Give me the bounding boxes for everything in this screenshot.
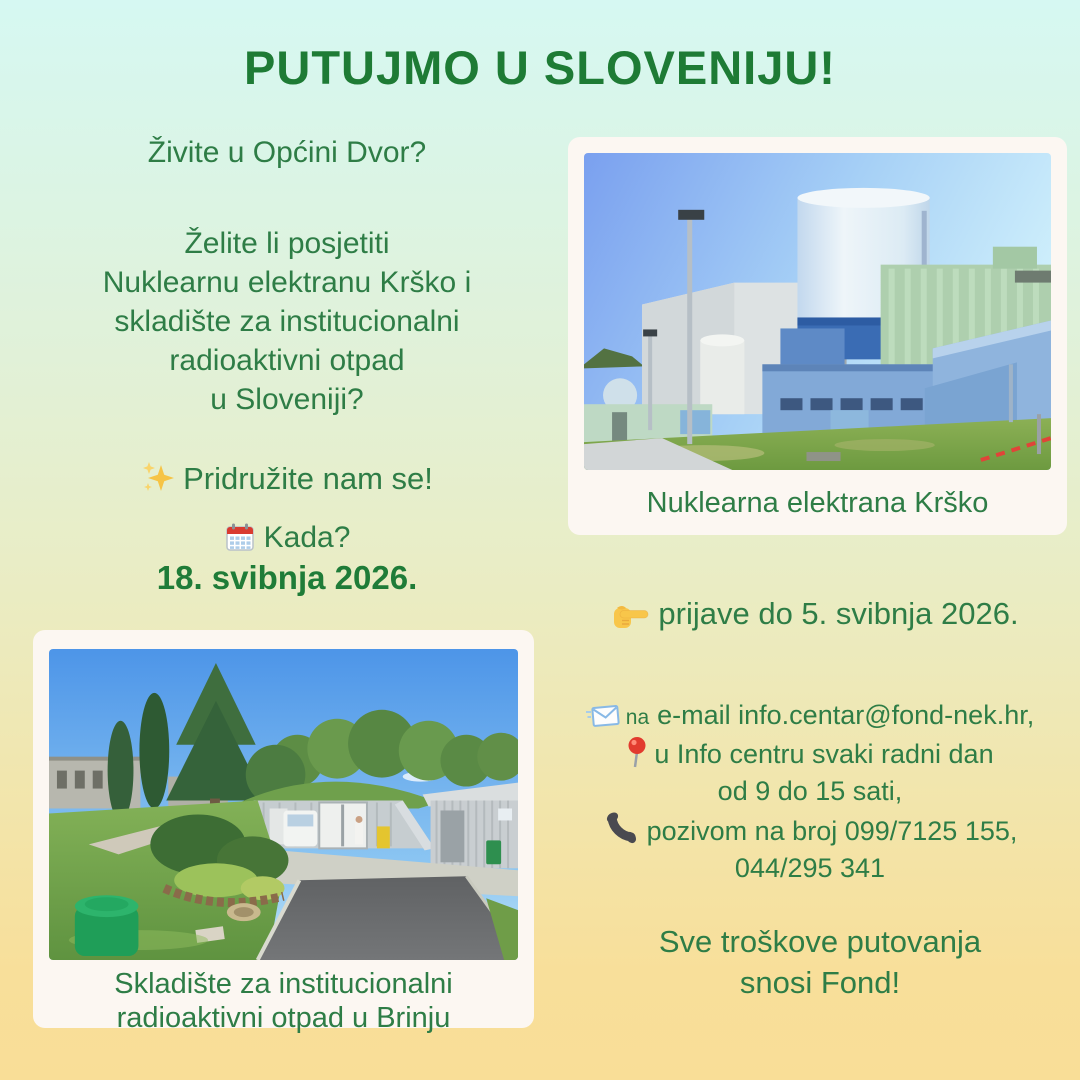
round-pushpin-icon (626, 736, 648, 768)
text-line: Skladište za institucionalni (114, 968, 453, 1000)
nek-photo-illustration (584, 153, 1051, 470)
text-line: radioaktivni otpad (169, 344, 405, 377)
incoming-envelope-icon (586, 703, 620, 729)
question-visit (28, 224, 546, 419)
contact-location-text: u Info centru svaki radni dan (654, 739, 994, 769)
photo-card-nek (568, 137, 1067, 535)
intro-text-block (28, 136, 546, 597)
text-line: radioaktivni otpad u Brinju (116, 1002, 451, 1034)
deadline-text: prijave do 5. svibnja 2026. (658, 596, 1019, 631)
calendar-icon (224, 521, 256, 553)
nek-caption: Nuklearna elektrana Krško (646, 487, 989, 519)
text-line: Želite li posjetiti (184, 227, 390, 260)
pointing-right-icon (612, 602, 650, 630)
text-line: Sve troškove putovanja (658, 924, 982, 959)
contact-line-phone (534, 810, 1080, 850)
photo-card-brinje (33, 630, 534, 1034)
trip-date: 18. svibnja 2026. (156, 559, 418, 596)
text-line: u Sloveniji? (210, 383, 364, 416)
contact-line-location (534, 736, 1080, 773)
when-label: Kada? (263, 521, 351, 554)
text-line: Nuklearnu elektranu Krško i (102, 266, 472, 299)
join-us-text: Pridružite nam se! (183, 461, 433, 496)
join-us-line (28, 461, 546, 497)
contact-email-text: e-mail info.centar@fond-nek.hr, (657, 700, 1035, 730)
contact-line-email (534, 697, 1080, 736)
nek-photo (584, 153, 1051, 470)
contact-line-hours: od 9 do 15 sati, (717, 776, 903, 806)
question-residence: Živite u Općini Dvor? (147, 136, 427, 169)
text-line: snosi Fond! (739, 965, 901, 1000)
contact-phone-text: pozivom na broj 099/7125 155, (646, 816, 1018, 846)
deadline-line (548, 596, 1080, 632)
contact-prefix: na (625, 706, 650, 729)
sparkles-icon (141, 461, 175, 495)
contact-line-phone2: 044/295 341 (734, 853, 886, 883)
text-line: skladište za institucionalni (114, 305, 460, 338)
brinje-caption (49, 967, 518, 1035)
cost-note-block (588, 921, 1052, 1003)
when-line (28, 521, 546, 555)
brinje-photo-illustration (49, 649, 518, 960)
page-title: PUTUJMO U SLOVENIJU! (244, 41, 836, 94)
telephone-receiver-icon (603, 810, 639, 846)
contact-block (534, 697, 1080, 887)
brinje-photo (49, 649, 518, 960)
